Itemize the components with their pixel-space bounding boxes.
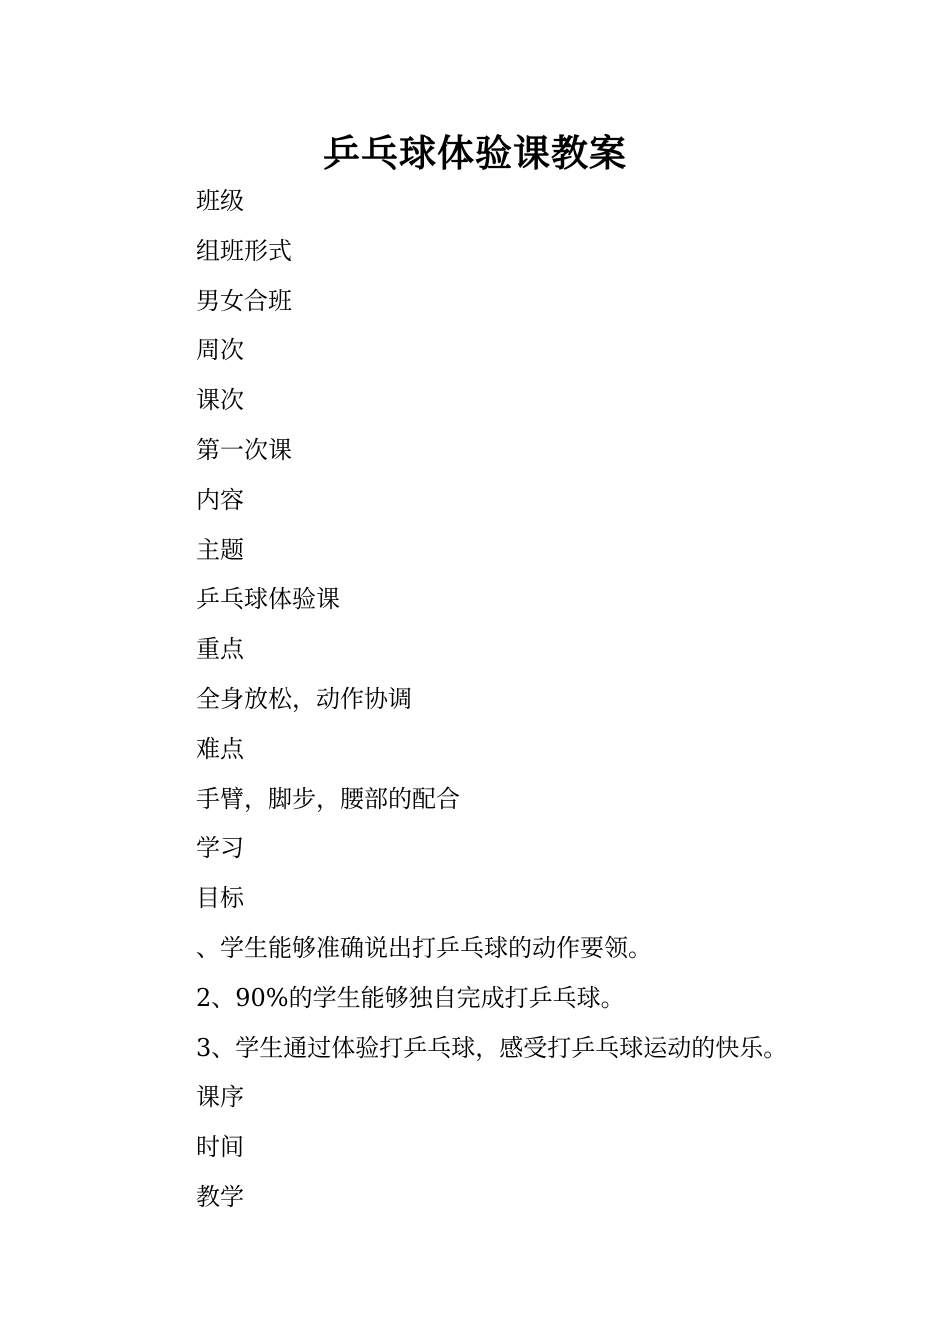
text-line: 班级 xyxy=(196,187,244,215)
text-line: 手臂，脚步，腰部的配合 xyxy=(196,784,460,813)
text-line: 乒乓球体验课 xyxy=(196,585,340,614)
text-line: 3、学生通过体验打乒乓球，感受打乒乓球运动的快乐。 xyxy=(196,1033,788,1062)
text-line: 主题 xyxy=(196,535,244,564)
text-line: 、学生能够准确说出打乒乓球的动作要领。 xyxy=(196,933,652,962)
text-line: 组班形式 xyxy=(196,236,292,265)
text-line: 难点 xyxy=(196,734,244,763)
text-line: 学习 xyxy=(196,834,244,863)
text-line: 重点 xyxy=(196,635,244,664)
text-line: 教学 xyxy=(196,1182,244,1211)
text-line: 课次 xyxy=(196,386,244,415)
text-line: 课序 xyxy=(196,1083,244,1112)
text-line: 2、90%的学生能够独自完成打乒乓球。 xyxy=(196,983,625,1012)
text-line: 全身放松，动作协调 xyxy=(196,684,412,713)
text-line: 周次 xyxy=(196,336,244,365)
text-line: 内容 xyxy=(196,485,244,514)
text-line: 时间 xyxy=(196,1133,244,1162)
text-line: 男女合班 xyxy=(196,286,292,315)
text-line: 目标 xyxy=(196,884,244,913)
document-body xyxy=(196,182,787,1228)
text-line: 第一次课 xyxy=(196,435,292,464)
document-title: 乒乓球体验课教案 xyxy=(323,131,627,175)
